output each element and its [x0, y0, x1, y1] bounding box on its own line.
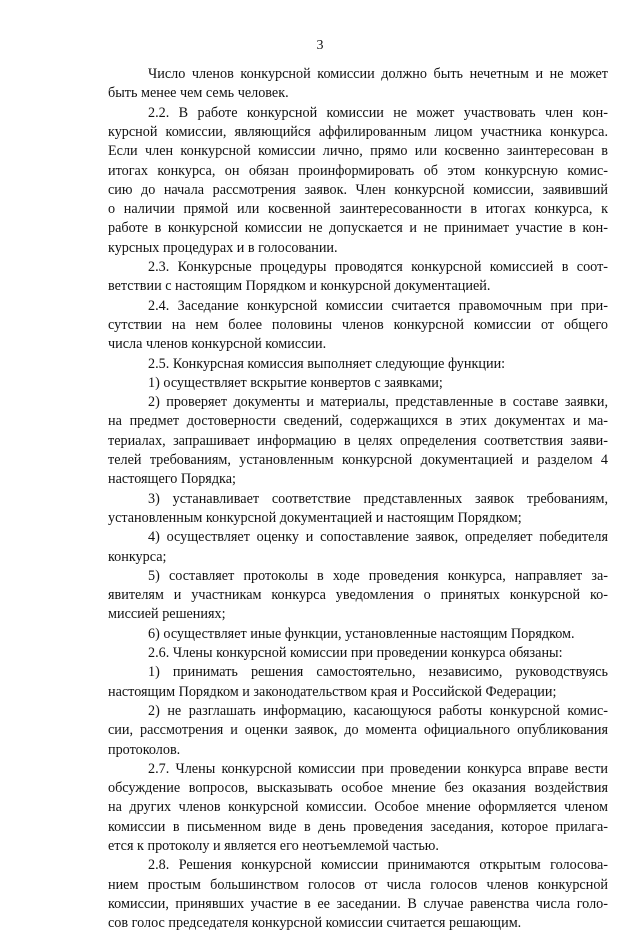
text-line: 2.6. Члены конкурсной комиссии при проведении конкурса обязаны: — [148, 645, 563, 661]
text-line: ется к протоколу и является его неотъемлемой частью. — [108, 838, 439, 854]
text-line: 2.3. Конкурсные процедуры проводятся конкурсной комиссией в соот- — [148, 259, 608, 275]
text-line: 2.2. В работе конкурсной комиссии не может участвовать член кон- — [148, 104, 608, 121]
text-line: телей требованиям, установленным конкурсной документацией и разделом 4 — [108, 452, 608, 468]
text-line: сов голос председателя конкурсной комиссии считается решающим. — [108, 915, 522, 932]
text-line: протоколов. — [108, 741, 181, 758]
text-line: сутствии на нем более половины членов конкурсной комиссии от общего — [108, 316, 608, 333]
text-line: конкурса; — [108, 548, 167, 565]
text-line: установленным конкурсной документацией и настоящим Порядком; — [108, 509, 522, 526]
text-line: обсуждение вопросов, высказывать особое мнение без оказания воздействия — [108, 780, 608, 797]
text-line: сии, рассмотрения и оценки заявок, до момента официального опубликования — [108, 722, 608, 739]
text-line: настоящим Порядком и законодательством края и Российской Федерации; — [108, 683, 557, 700]
text-line: быть менее чем семь человек. — [108, 85, 289, 102]
text-line: числа членов конкурсной комиссии. — [108, 336, 327, 353]
text-line: о наличии прямой или косвенной заинтересованности в итогах конкурса, к — [108, 201, 608, 218]
text-line: явителям и участникам конкурса уведомления о принятых конкурсной ко- — [108, 587, 608, 604]
text-line: нием простым большинством голосов от числа голосов членов конкурсной — [108, 876, 608, 893]
text-line: Число членов конкурсной комиссии должно быть нечетным и не может — [148, 66, 608, 82]
text-line: комиссии, принявших участие в ее заседании. В случае равенства числа голо- — [108, 895, 608, 912]
text-line: 5) составляет протоколы в ходе проведения конкурса, направляет за- — [148, 567, 608, 584]
text-line: на предмет достоверности сведений, содержащихся в этих документах и ма- — [108, 413, 608, 430]
text-line: работе в конкурсной комиссии не допускается и не принимает участие в кон- — [108, 220, 608, 237]
text-line: курсной комиссии, являющийся аффилированным лицом участника конкурса. — [108, 123, 608, 140]
text-line: 1) принимать решения самостоятельно, независимо, руководствуясь — [148, 664, 608, 681]
text-line: 2) проверяет документы и материалы, представленные в составе заявки, — [148, 394, 608, 411]
text-line: на других членов конкурсной комиссии. Особое мнение оформляется членом — [108, 799, 608, 816]
text-line: 2.7. Члены конкурсной комиссии при проведении конкурса вправе вести — [148, 760, 608, 777]
text-line: териалах, запрашивает информацию в целях определения соответствия заяви- — [108, 432, 608, 449]
text-line: сию до начала рассмотрения заявок. Член конкурсной комиссии, заявивший — [108, 181, 608, 198]
text-line: миссией решениях; — [108, 606, 226, 623]
text-line: итогах конкурса, он обязан проинформировать об этом конкурсную комис- — [108, 162, 608, 179]
text-line: Если член конкурсной комиссии лично, прямо или косвенно заинтересован в — [108, 143, 608, 160]
text-line: 6) осуществляет иные функции, установленные настоящим Порядком. — [148, 625, 575, 642]
text-line: настоящего Порядка; — [108, 471, 236, 488]
text-line: 3) устанавливает соответствие представленных заявок требованиям, — [148, 490, 608, 507]
text-line: ветствии с настоящим Порядком и конкурсной документацией. — [108, 278, 491, 295]
text-line: комиссии в письменном виде в день проведения заседания, которое прилага- — [108, 818, 608, 835]
page-number: 3 — [316, 38, 324, 53]
text-line: 2) не разглашать информацию, касающуюся работы конкурсной комис- — [148, 702, 608, 719]
text-line: курсных процедурах и в голосовании. — [108, 239, 338, 256]
text-line: 1) осуществляет вскрытие конвертов с заявками; — [148, 374, 443, 391]
text-line: 2.4. Заседание конкурсной комиссии считается правомочным при при- — [148, 297, 608, 314]
text-line: 2.8. Решения конкурсной комиссии принимаются открытым голосова- — [148, 857, 608, 874]
text-line: 4) осуществляет оценку и сопоставление заявок, определяет победителя — [148, 529, 608, 546]
text-line: 2.5. Конкурсная комиссия выполняет следующие функции: — [148, 355, 506, 372]
